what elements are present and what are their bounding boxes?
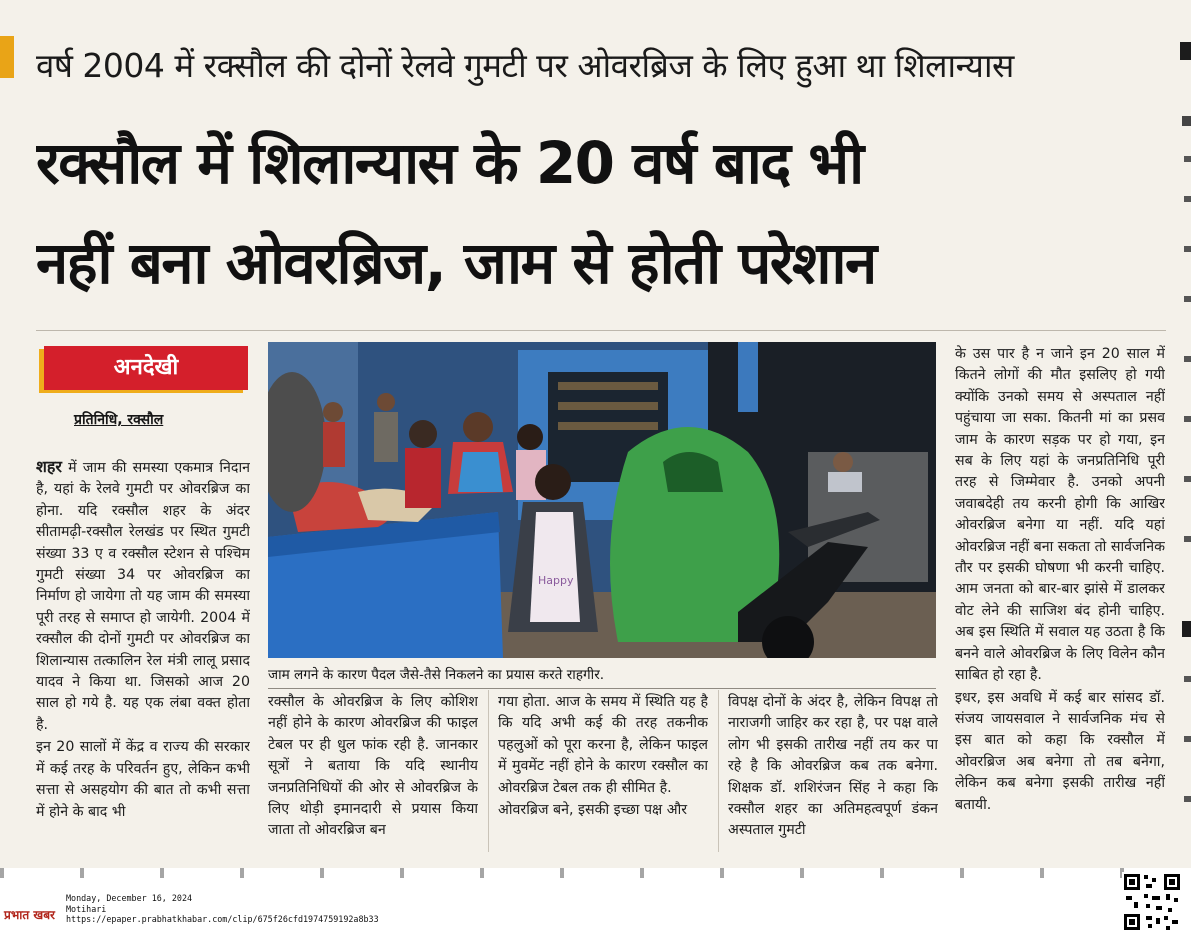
divider bbox=[36, 330, 1166, 331]
paragraph: रक्सौल के ओवरब्रिज के लिए कोशिश नहीं होने के कारण ओवरब्रिज की फाइल टेबल पर ही धुल फांक रही है. जानकार सूत्रों ने बताया कि यदि स्थानीय जनप्रतिनिधियों की ओर से ओवरब्रिज के लिए थोड़ी इमानदारी से प्रयास किया जाता तो ओवरब्रिज बन bbox=[268, 694, 478, 839]
article-column-5 bbox=[955, 344, 1165, 852]
article-headline-line-2: नहीं बना ओवरब्रिज, जाम से होती परेशान bbox=[36, 229, 876, 297]
column-divider bbox=[488, 690, 489, 852]
article-column-4 bbox=[728, 692, 938, 852]
article-kicker: वर्ष 2004 में रक्सौल की दोनों रेलवे गुमटी पर ओवरब्रिज के लिए हुआ था शिलान्यास bbox=[36, 46, 1014, 85]
article-headline-line-1: रक्सौल में शिलान्यास के 20 वर्ष बाद भी bbox=[36, 129, 863, 197]
article-column-2 bbox=[268, 692, 478, 852]
qr-code-icon[interactable] bbox=[1122, 872, 1182, 932]
column-divider bbox=[718, 690, 719, 852]
news-photo bbox=[268, 342, 936, 658]
paragraph: गया होता. आज के समय में स्थिति यह है कि यदि अभी कई की तरह तकनीक पहलुओं को पूरा करना है, लेकिन फाइल में मुवमेंट नहीं होने के कारण रक्सौल का ओवरब्रिज टेबल तक ही सीमित है. bbox=[498, 694, 708, 796]
paragraph: के उस पार है न जाने इन 20 साल में कितने लोगों की मौत इसलिए हो गयी क्योंकि उनको समय से अस्पताल नहीं पहुंचाया जा सका. कितनी मां का प्रसव जाम के कारण सड़क पर हो गया, इन सब के लिए यहां के जनप्रतिनिधि पूरी तरह से जिम्मेवार है. उनको अपनी जवाबदेही तय करनी होगी कि आखिर ओवरब्रिज बनेगा या नहीं. यदि यहां ओवरब्रिज नहीं बना सकता तो सार्वजनिक तौर पर इसकी घोषणा भी करनी चाहिए. आम जनता को बार-बार झांसे में डालकर वोट लेने की साजिश बंद होनी चाहिए. अब इस स्थिति में सवाल यह उठता है कि बनने वाले ओवरब्रिज के लिए विलेन कौन साबित हो रहा है. bbox=[955, 346, 1165, 684]
article-column-3 bbox=[498, 692, 708, 852]
clip-date: Monday, December 16, 2024 bbox=[66, 893, 193, 903]
photo-caption: जाम लगने के कारण पैदल जैसे-तैसे निकलने का प्रयास करते राहगीर. bbox=[268, 667, 605, 683]
cut-headline-fragment bbox=[0, 868, 1191, 878]
section-tag: अनदेखी bbox=[44, 346, 248, 390]
lead-word: शहर bbox=[36, 457, 62, 476]
clip-url[interactable]: https://epaper.prabhatkhabar.com/clip/675f26cfd1974759192a8b33 bbox=[66, 914, 379, 925]
paragraph: ओवरब्रिज बने, इसकी इच्छा पक्ष और bbox=[498, 802, 688, 819]
divider bbox=[268, 688, 936, 689]
adjacent-article-fragment bbox=[1176, 36, 1191, 866]
accent-bar bbox=[0, 36, 14, 78]
clip-edition: Motihari bbox=[66, 903, 107, 914]
paragraph: विपक्ष दोनों के अंदर है, लेकिन विपक्ष तो नाराजगी जाहिर कर रहा है, पर पक्ष वाले लोग भी इसकी तारीख नहीं तय कर पा रहे है कि ओवरब्रिज कब तक बनेगा. शिक्षक डॉ. शशिरंजन सिंह ने कहा कि रक्सौल शहर का अतिमहत्वपूर्ण डंकन अस्पताल गुमटी bbox=[728, 694, 938, 839]
clip-metadata bbox=[66, 893, 379, 925]
paragraph: इन 20 सालों में केंद्र व राज्य की सरकार में कई तरह के परिवर्तन हुए, लेकिन कभी सत्ता से असहयोग की बात तो कभी सत्ता में होने के बाद भी bbox=[36, 739, 250, 820]
article-column-1 bbox=[36, 456, 250, 852]
street-scene-illustration bbox=[268, 342, 936, 658]
paragraph: में जाम की समस्या एकमात्र निदान है, यहां के रेलवे गुमटी पर ओवरब्रिज का होना. यदि रक्सौल शहर के अंदर सीतामढ़ी-रक्सौल रेलखंड पर स्थित गुमटी संख्या 33 ए व रक्सौल स्टेशन से पश्चिम गुमटी संख्या 34 पर ओवरब्रिज का निर्माण हो जायेगा तो यह जाम की समस्या पूरी तरह से समाप्त हो जायेगी. 2004 में रक्सौल की दोनों गुमटी पर ओवरब्रिज का शिलान्यास तत्कालिन रेल मंत्री लालू प्रसाद यादव ने किया था. जिसको आज 20 साल हो गये है. यह एक लंबा वक्त होता है. bbox=[36, 460, 250, 733]
byline: प्रतिनिधि, रक्सौल bbox=[74, 412, 164, 428]
paragraph: इधर, इस अवधि में कई बार सांसद डॉ. संजय जायसवाल ने सार्वजनिक मंच से इस बात को कहा कि रक्सौल में ओवरब्रिज अब बनेगा तो तब बनेगा, लेकिन कब बनेगा इसकी तारीख नहीं बतायी. bbox=[955, 689, 1165, 813]
sweater-text: Happy bbox=[538, 574, 574, 587]
prabhat-khabar-logo: प्रभात खबर bbox=[4, 908, 55, 922]
